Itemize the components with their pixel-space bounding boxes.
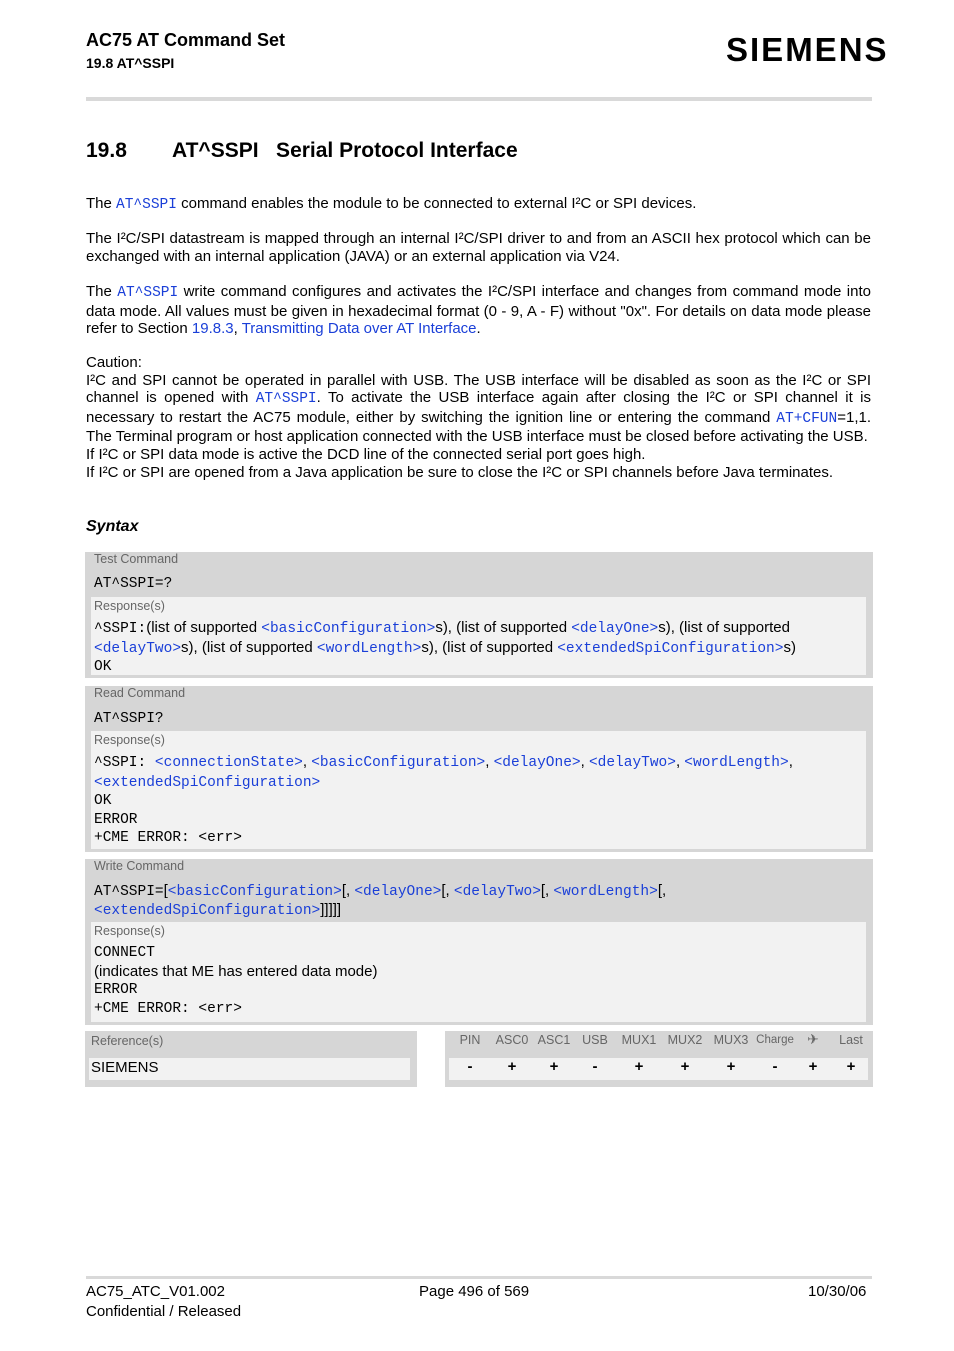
sspi-command-link[interactable]: AT^SSPI xyxy=(116,197,177,213)
flag-header-mux2: MUX2 xyxy=(667,1033,703,1047)
document-subtitle: 19.8 AT^SSPI xyxy=(86,55,175,71)
text: [, xyxy=(540,882,554,899)
text: , xyxy=(233,320,242,338)
connection-state-link[interactable]: <connectionState> xyxy=(154,755,303,771)
text: [, xyxy=(341,882,355,899)
flag-value-last: + xyxy=(846,1058,856,1075)
syntax-heading: Syntax xyxy=(86,518,139,535)
footer-date: 10/30/06 xyxy=(808,1283,867,1300)
section-title: AT^SSPI Serial Protocol Interface xyxy=(172,139,518,162)
text: [, xyxy=(657,882,667,899)
flag-header-asc0: ASC0 xyxy=(495,1033,529,1047)
response-prefix: ^SSPI: xyxy=(94,621,147,637)
flag-header-usb: USB xyxy=(582,1033,608,1047)
flag-value-asc1: + xyxy=(549,1058,559,1075)
read-response-body xyxy=(94,753,862,848)
reference-box xyxy=(85,1031,417,1087)
flag-header-mux3: MUX3 xyxy=(713,1033,749,1047)
flag-header-charge: Charge xyxy=(756,1034,794,1046)
caution-dcd-text: If I²C or SPI data mode is active the DCD line of the connected serial port goes high. xyxy=(86,445,646,463)
test-response-box xyxy=(91,597,866,675)
response-label: Response(s) xyxy=(94,733,165,747)
response-label: Response(s) xyxy=(94,599,165,613)
text: (list of supported xyxy=(146,619,262,636)
section-number: 19.8 xyxy=(86,139,127,162)
write-response-box xyxy=(91,922,866,1022)
text: . xyxy=(476,320,481,338)
basic-configuration-link[interactable]: <basicConfiguration> xyxy=(261,621,436,637)
flag-value-mux2: + xyxy=(680,1058,690,1075)
text: , xyxy=(580,753,589,770)
text: I²C and SPI cannot be operated in parallel with USB. The USB interface will be disabled as soon as the I²C or SPI channel is opened with xyxy=(86,371,871,407)
test-command-label: Test Command xyxy=(94,552,179,566)
flag-value-mux1: + xyxy=(634,1058,644,1075)
response-prefix: ^SSPI: xyxy=(94,755,155,771)
reference-value-box xyxy=(89,1058,410,1080)
word-length-link[interactable]: <wordLength> xyxy=(684,755,789,771)
word-length-link[interactable]: <wordLength> xyxy=(553,884,658,900)
ok-response: OK xyxy=(94,793,112,809)
text: , xyxy=(788,753,793,770)
extended-spi-configuration-link[interactable]: <extendedSpiConfiguration> xyxy=(557,640,784,657)
cfun-command-link[interactable]: AT+CFUN xyxy=(776,410,838,427)
response-label: Response(s) xyxy=(94,924,165,938)
section-ref-link[interactable]: 19.8.3 xyxy=(191,320,234,338)
text: . To activate the USB interface again after closing the I²C or SPI channel it is necessary to restart the AC75 module, either by switching the ignition line or entering the command xyxy=(86,389,871,426)
test-command-syntax: AT^SSPI=? xyxy=(94,576,173,592)
sspi-command-link[interactable]: AT^SSPI xyxy=(255,391,317,408)
command-prefix: AT^SSPI= xyxy=(94,884,164,900)
text: s), (list of supported xyxy=(435,619,572,636)
text: The xyxy=(86,283,118,300)
basic-configuration-link[interactable]: <basicConfiguration> xyxy=(167,884,342,900)
footer-page-number: Page 496 of 569 xyxy=(419,1283,530,1300)
delay-one-link[interactable]: <delayOne> xyxy=(354,884,442,900)
ok-response: OK xyxy=(94,659,112,675)
flag-header-asc1: ASC1 xyxy=(537,1033,571,1047)
read-command-label: Read Command xyxy=(94,686,186,700)
text: The xyxy=(86,195,117,212)
caution-paragraph xyxy=(86,354,871,481)
connect-note: (indicates that ME has entered data mode) xyxy=(94,962,378,980)
flag-header-mux1: MUX1 xyxy=(621,1033,657,1047)
text: s), (list of supported xyxy=(421,638,558,656)
caution-java-text: If I²C or SPI are opened from a Java application be sure to close the I²C or SPI channels before Java terminates. xyxy=(86,463,834,481)
footer-divider xyxy=(86,1276,872,1279)
write-command-paragraph xyxy=(86,283,871,338)
delay-two-link[interactable]: <delayTwo> xyxy=(588,755,676,771)
text: ]]]]] xyxy=(320,901,342,918)
delay-two-link[interactable]: <delayTwo> xyxy=(94,640,182,657)
flag-value-usb: - xyxy=(592,1058,598,1075)
test-response-line xyxy=(94,619,862,658)
text: command enables the module to be connected to external I²C or SPI devices. xyxy=(176,195,697,212)
error-response: ERROR xyxy=(94,811,138,828)
text: [ xyxy=(163,882,168,899)
footer-doc-id: AC75_ATC_V01.002 xyxy=(86,1283,225,1300)
footer-status: Confidential / Released xyxy=(86,1303,242,1320)
text: write command configures and activates the I²C/SPI interface and changes from command mode into data mode. All values must be given in hexadecimal format (0 - 9, A - F) without "0x". For details on data mode please refer to Section xyxy=(86,283,871,338)
header-divider xyxy=(86,97,872,101)
reference-label: Reference(s) xyxy=(91,1034,164,1048)
sspi-command-link[interactable]: AT^SSPI xyxy=(117,285,179,301)
text: , xyxy=(485,753,494,770)
intro-paragraph xyxy=(86,195,871,215)
command-flags-box xyxy=(445,1031,873,1087)
extended-spi-configuration-link[interactable]: <extendedSpiConfiguration> xyxy=(94,903,321,919)
delay-one-link[interactable]: <delayOne> xyxy=(493,755,581,771)
read-command-syntax: AT^SSPI? xyxy=(94,711,164,727)
text: , xyxy=(302,753,312,770)
extended-spi-configuration-link[interactable]: <extendedSpiConfiguration> xyxy=(94,774,321,791)
word-length-link[interactable]: <wordLength> xyxy=(316,640,422,657)
text: s), (list of supported xyxy=(658,619,790,636)
caution-usb-text xyxy=(86,372,871,446)
section-heading xyxy=(86,139,518,163)
delay-two-link[interactable]: <delayTwo> xyxy=(453,884,541,900)
basic-configuration-link[interactable]: <basicConfiguration> xyxy=(311,755,486,771)
flag-value-pin: - xyxy=(467,1058,473,1075)
reference-value: SIEMENS xyxy=(91,1059,159,1076)
flag-value-airplane: + xyxy=(808,1058,818,1075)
text: s) xyxy=(783,638,796,656)
text: =1,1. The Terminal program or host application connected with the USB interface must be closed before activating the USB. xyxy=(86,408,871,446)
airplane-icon: ✈ xyxy=(807,1031,819,1047)
text: , xyxy=(675,753,685,770)
flag-header-pin: PIN xyxy=(459,1033,481,1047)
datastream-paragraph: The I²C/SPI datastream is mapped through an internal I²C/SPI driver to and from an ASCII hex protocol which can be exchanged with an internal application (JAVA) or an external application via V24. xyxy=(86,230,871,265)
read-response-line xyxy=(94,753,862,792)
flag-value-mux3: + xyxy=(726,1058,736,1075)
text: [, xyxy=(441,882,454,899)
cme-error-response: +CME ERROR: <err> xyxy=(94,1000,242,1017)
read-response-box xyxy=(91,731,866,849)
test-response-body xyxy=(94,619,862,677)
transmitting-data-link[interactable]: Transmitting Data over AT Interface xyxy=(241,320,477,338)
write-command-label: Write Command xyxy=(94,859,185,873)
flag-value-charge: - xyxy=(772,1058,778,1075)
error-response: ERROR xyxy=(94,982,138,998)
text: s), (list of supported xyxy=(181,638,317,656)
write-response-body xyxy=(94,944,862,1018)
document-title: AC75 AT Command Set xyxy=(86,30,286,50)
read-command-block xyxy=(85,686,873,852)
delay-one-link[interactable]: <delayOne> xyxy=(571,621,659,637)
flag-header-last: Last xyxy=(839,1033,863,1047)
siemens-logo: SIEMENS xyxy=(726,31,889,68)
caution-label: Caution: xyxy=(86,354,142,371)
cme-error-response: +CME ERROR: <err> xyxy=(94,830,242,846)
connect-response: CONNECT xyxy=(94,945,155,961)
test-command-block xyxy=(85,552,873,678)
write-command-block xyxy=(85,859,873,1025)
write-command-syntax xyxy=(94,882,864,920)
flag-value-asc0: + xyxy=(507,1058,517,1075)
